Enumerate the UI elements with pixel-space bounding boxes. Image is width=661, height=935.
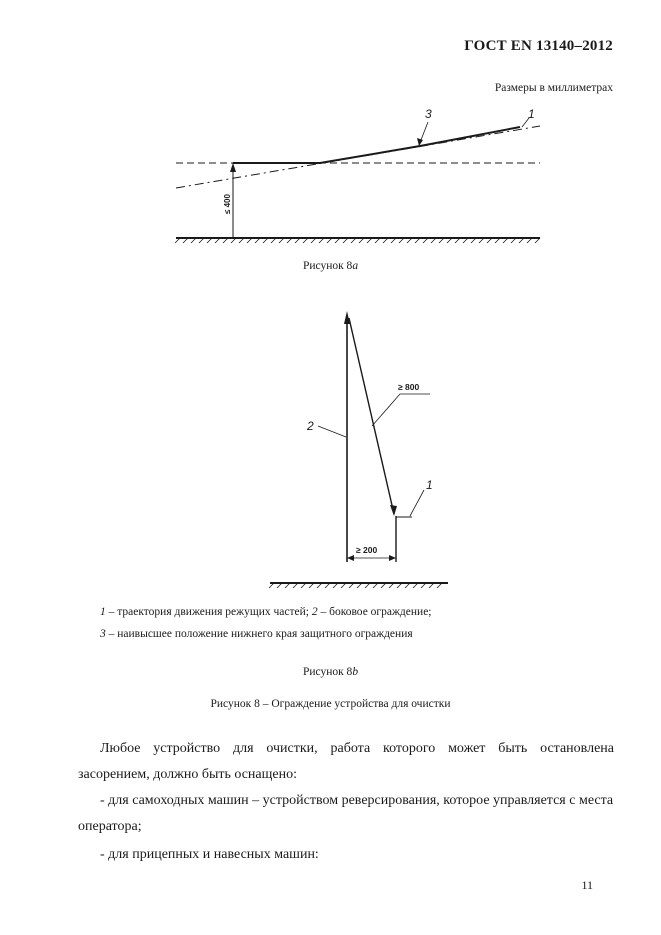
paragraph-1: Любое устройство для очистки, работа которого может быть остановлена засорением, должно быть оснащено: bbox=[78, 741, 614, 782]
slope-line-800 bbox=[349, 318, 394, 514]
leader-1-b bbox=[410, 490, 424, 516]
paragraph-3: - для прицепных и навесных машин: bbox=[100, 847, 319, 862]
units-note: Размеры в миллиметрах bbox=[494, 82, 613, 94]
legend-num-2: 2 bbox=[311, 606, 318, 618]
legend-text-2: – боковое ограждение; bbox=[317, 606, 432, 618]
page-number: 11 bbox=[581, 878, 593, 892]
callout-3: 3 bbox=[425, 107, 432, 121]
leader-800 bbox=[372, 394, 430, 426]
legend-text-1: – траектория движения режущих частей; bbox=[105, 606, 312, 618]
caption-8b-letter: b bbox=[352, 666, 359, 678]
legend-num-3: 3 bbox=[100, 628, 106, 640]
callout-2: 2 bbox=[307, 419, 314, 433]
legend-num-1: 1 bbox=[100, 606, 106, 618]
legend-text-3: – наивысшее положение нижнего края защитного ограждения bbox=[105, 628, 413, 640]
caption-8b-prefix: Рисунок 8 bbox=[302, 666, 353, 678]
callout-1-a: 1 bbox=[528, 107, 535, 121]
paragraph-2: - для самоходных машин – устройством реверсирования, которое управляется с места оператора; bbox=[78, 793, 614, 834]
caption-figure-8: Рисунок 8 – Ограждение устройства для очистки bbox=[210, 698, 451, 710]
standard-title: ГОСТ EN 13140–2012 bbox=[464, 38, 613, 54]
caption-8a-letter: a bbox=[352, 260, 359, 272]
dimension-label-400: ≤ 400 bbox=[223, 194, 232, 214]
caption-figure-8b bbox=[0, 666, 661, 678]
caption-8a-prefix: Рисунок 8 bbox=[302, 260, 353, 272]
dimension-label-200: ≥ 200 bbox=[356, 545, 378, 555]
leader-2 bbox=[318, 426, 346, 437]
legend-line-2 bbox=[100, 628, 413, 640]
callout-1-b: 1 bbox=[426, 478, 433, 492]
dimension-label-800: ≥ 800 bbox=[398, 382, 420, 392]
side-guard-arrow-top bbox=[344, 311, 350, 324]
legend-line-1 bbox=[100, 606, 432, 618]
